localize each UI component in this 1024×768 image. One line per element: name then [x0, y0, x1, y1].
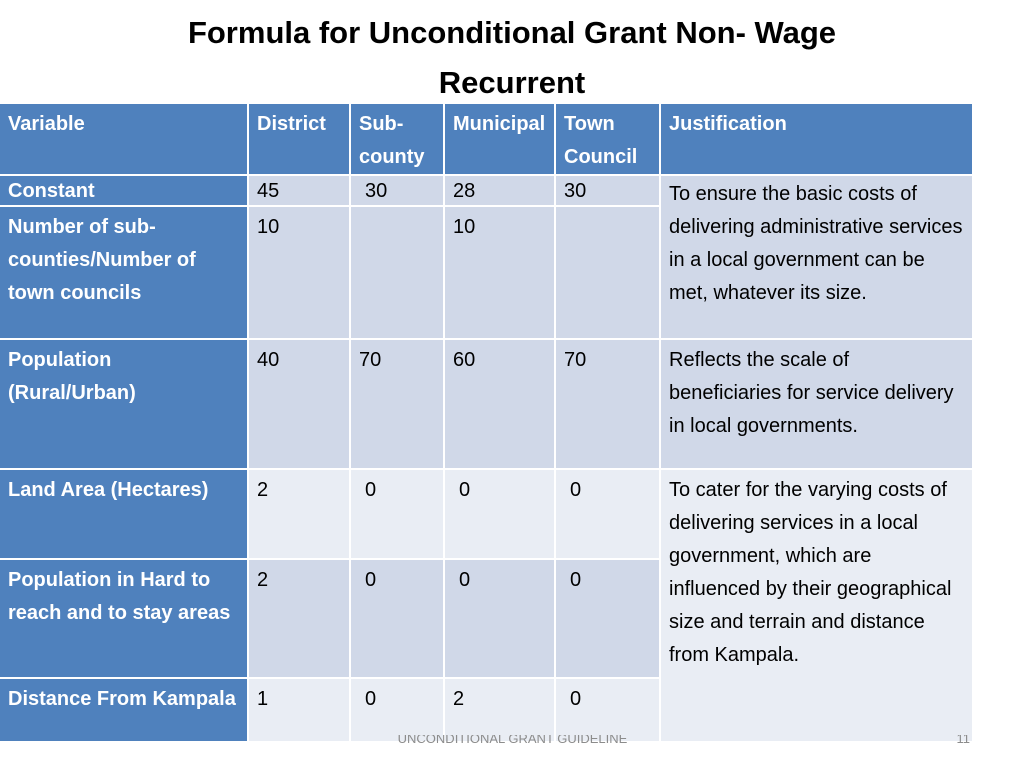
header-variable: Variable	[0, 104, 249, 176]
table-row	[0, 176, 974, 207]
header-justification: Justification	[661, 104, 974, 176]
town-council-value: 70	[556, 340, 661, 470]
header-town-council: Town Council	[556, 104, 661, 176]
sub-county-value: 0	[351, 679, 445, 743]
municipal-value: 0	[445, 470, 556, 560]
municipal-value: 2	[445, 679, 556, 743]
row-variable: Constant	[0, 176, 249, 207]
sub-county-value	[351, 207, 445, 340]
town-council-value: 0	[556, 679, 661, 743]
title-line-2: Recurrent	[438, 65, 586, 100]
page-number: 11	[956, 735, 970, 743]
header-sub-county: Sub-county	[351, 104, 445, 176]
sub-county-value: 0	[351, 470, 445, 560]
justification-text: To ensure the basic costs of delivering administrative services in a local government can be met, whatever its size.	[661, 176, 974, 340]
title-line-1: Formula for Unconditional Grant Non- Wage	[187, 15, 837, 50]
slide-title	[0, 8, 1024, 108]
sub-county-value: 70	[351, 340, 445, 470]
district-value: 2	[249, 560, 351, 679]
town-council-value: 0	[556, 470, 661, 560]
district-value: 2	[249, 470, 351, 560]
header-municipal: Municipal	[445, 104, 556, 176]
district-value: 10	[249, 207, 351, 340]
justification-text: To cater for the varying costs of delivering services in a local government, which are influenced by their geographical size and terrain and distance from Kampala.	[661, 470, 974, 743]
town-council-value	[556, 207, 661, 340]
table-header-row	[0, 104, 974, 176]
town-council-value: 30	[556, 176, 661, 207]
sub-county-value: 0	[351, 560, 445, 679]
table-row	[0, 340, 974, 470]
table-row	[0, 470, 974, 560]
row-variable: Population in Hard to reach and to stay areas	[0, 560, 249, 679]
justification-text: Reflects the scale of beneficiaries for service delivery in local governments.	[661, 340, 974, 470]
row-variable: Distance From Kampala	[0, 679, 249, 743]
district-value: 1	[249, 679, 351, 743]
formula-table	[0, 104, 974, 743]
footer-text: UNCONDITIONAL GRANT GUIDELINE	[397, 735, 628, 743]
row-variable: Population (Rural/Urban)	[0, 340, 249, 470]
municipal-value: 0	[445, 560, 556, 679]
municipal-value: 10	[445, 207, 556, 340]
row-variable: Number of sub-counties/Number of town councils	[0, 207, 249, 340]
row-variable: Land Area (Hectares)	[0, 470, 249, 560]
district-value: 40	[249, 340, 351, 470]
town-council-value: 0	[556, 560, 661, 679]
sub-county-value: 30	[351, 176, 445, 207]
municipal-value: 28	[445, 176, 556, 207]
municipal-value: 60	[445, 340, 556, 470]
header-district: District	[249, 104, 351, 176]
district-value: 45	[249, 176, 351, 207]
